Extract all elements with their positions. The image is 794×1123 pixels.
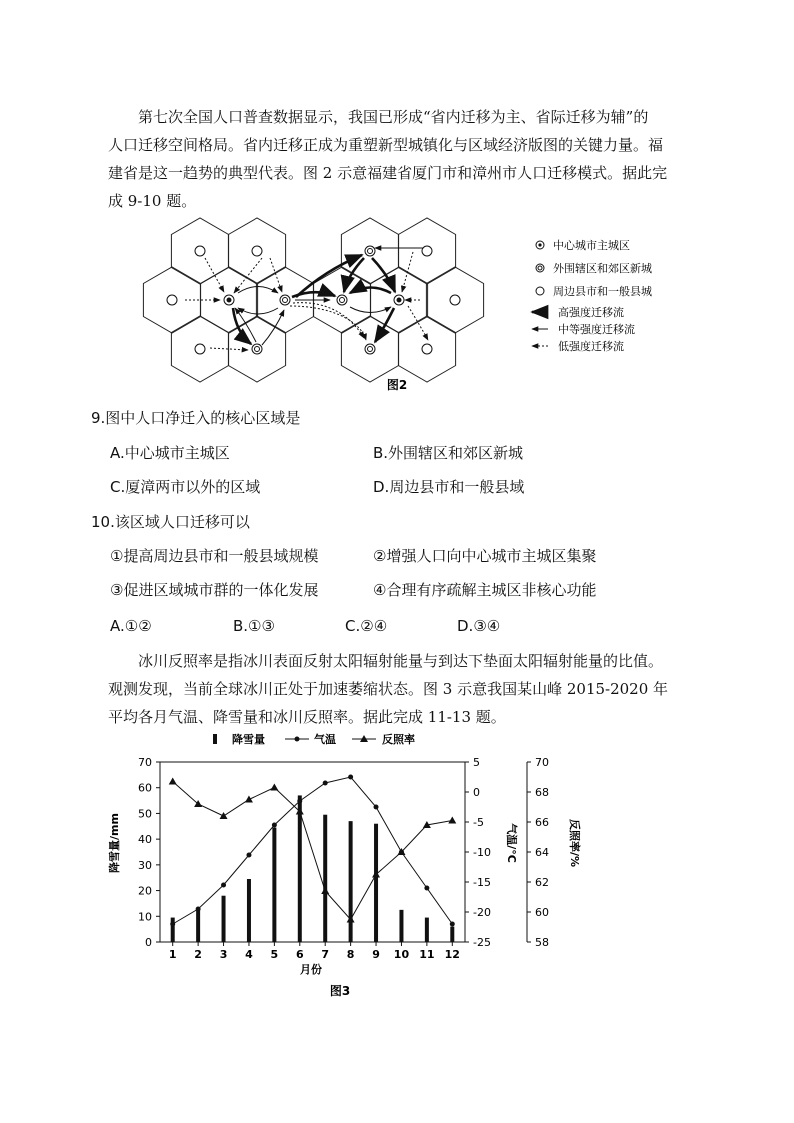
legend-temp: 气温 — [314, 733, 336, 746]
left-tick-label: 50 — [138, 807, 152, 821]
temp-point — [323, 781, 328, 786]
legend-medium: 中等强度迁移流 — [558, 323, 635, 336]
snow-bar — [222, 896, 226, 942]
outer-district-node — [252, 344, 262, 354]
x-tick-label: 8 — [346, 948, 355, 961]
right1-tick-label: -20 — [473, 906, 491, 919]
right2-axis-label: 反照率/% — [568, 818, 581, 868]
x-tick-label: 3 — [219, 948, 228, 961]
passage-2-line: 观测发现，当前全球冰川正处于加速萎缩状态。图 3 示意我国某山峰 2015-2020 年 — [108, 680, 669, 698]
x-tick-label: 6 — [295, 948, 304, 961]
left-tick-label: 10 — [138, 910, 152, 924]
county-node — [195, 246, 205, 256]
question-10-option-a: A.①② — [110, 617, 152, 635]
snow-bar — [323, 815, 327, 942]
passage-2 — [108, 647, 693, 731]
left-tick-label: 60 — [138, 781, 152, 795]
right2-tick-label: 64 — [535, 846, 549, 859]
legend-outer: 外围辖区和郊区新城 — [553, 262, 652, 275]
right2-tick-label: 66 — [535, 816, 549, 829]
x-tick-label: 2 — [194, 948, 202, 961]
question-10-item-4: ④合理有序疏解主城区非核心功能 — [373, 581, 597, 599]
right1-tick-label: -10 — [473, 846, 491, 859]
albedo-line — [173, 782, 453, 920]
right1-tick-label: -5 — [473, 816, 484, 829]
county-node — [195, 344, 205, 354]
left-tick-label: 20 — [138, 884, 152, 898]
snow-bar — [196, 909, 200, 942]
temp-point — [196, 907, 201, 912]
temp-point — [450, 922, 455, 927]
county-node — [167, 295, 177, 305]
albedo-point — [321, 887, 329, 894]
legend-snow-swatch — [213, 734, 217, 744]
left-tick-label: 30 — [138, 858, 152, 872]
outer-district-node — [280, 295, 290, 305]
passage-1-line: 第七次全国人口普查数据显示，我国已形成“省内迁移为主、省际迁移为辅”的 — [108, 108, 649, 126]
center-city-node — [394, 295, 404, 305]
outer-district-node — [337, 295, 347, 305]
legend-low: 低强度迁移流 — [558, 340, 624, 353]
legend-center: 中心城市主城区 — [553, 239, 630, 252]
question-9-option-b: B.外围辖区和郊区新城 — [373, 444, 524, 462]
x-tick-label: 11 — [419, 948, 435, 961]
passage-1-line: 成 9-10 题。 — [108, 192, 197, 210]
legend-snow: 降雪量 — [232, 733, 265, 746]
x-tick-label: 10 — [393, 948, 410, 961]
question-10-stem: 10.该区域人口迁移可以 — [91, 513, 250, 531]
left-axis-label: 降雪量/mm — [108, 813, 121, 873]
county-node — [422, 344, 432, 354]
right2-tick-label: 68 — [535, 786, 549, 799]
passage-1-line: 建省是这一趋势的典型代表。图 2 示意福建省厦门市和漳州市人口迁移模式。据此完 — [108, 164, 668, 182]
figure-2-migration-diagram — [0, 0, 794, 400]
albedo-point — [220, 812, 228, 819]
left-tick-label: 40 — [138, 833, 152, 847]
x-tick-label: 4 — [245, 948, 253, 961]
temp-point — [424, 886, 429, 891]
snow-bar — [399, 910, 403, 942]
outer-district-node — [365, 344, 375, 354]
temp-point — [170, 922, 175, 927]
question-9-stem: 9.图中人口净迁入的核心区域是 — [91, 409, 301, 427]
question-10-item-3: ③促进区域城市群的一体化发展 — [110, 581, 319, 599]
question-9-option-a: A.中心城市主城区 — [110, 444, 230, 462]
county-node — [252, 246, 262, 256]
snow-bar — [171, 918, 175, 942]
snow-bar — [374, 824, 378, 942]
right2-tick-label: 70 — [535, 756, 549, 769]
x-tick-label: 12 — [444, 948, 460, 961]
question-10-option-c: C.②④ — [345, 617, 388, 635]
x-tick-label: 9 — [372, 948, 380, 961]
right2-tick-label: 58 — [535, 936, 549, 949]
county-node — [422, 246, 432, 256]
figure-3-chart — [0, 725, 794, 1015]
snow-bar — [247, 879, 251, 942]
albedo-point — [270, 784, 278, 791]
figure-3-caption: 图3 — [329, 984, 351, 998]
x-axis-label: 月份 — [300, 963, 322, 976]
left-tick-label: 70 — [138, 756, 152, 769]
temp-point — [221, 883, 226, 888]
figure-2-legend — [532, 238, 652, 353]
temp-point — [374, 805, 379, 810]
temp-point — [272, 823, 277, 828]
x-tick-label: 5 — [270, 948, 279, 961]
right1-axis-label: 气温/°C — [505, 823, 518, 863]
question-10-item-1: ①提高周边县市和一般县域规模 — [110, 547, 319, 565]
question-10-option-d: D.③④ — [457, 617, 501, 635]
county-node — [450, 295, 460, 305]
right1-tick-label: 0 — [473, 786, 480, 799]
snow-bar — [349, 821, 353, 942]
right1-tick-label: -15 — [473, 876, 491, 889]
legend-albedo: 反照率 — [382, 733, 415, 746]
snow-bar — [272, 828, 276, 942]
center-city-node — [224, 295, 234, 305]
question-9-option-c: C.厦漳两市以外的区域 — [110, 478, 261, 496]
passage-1-line: 人口迁移空间格局。省内迁移正成为重塑新型城镇化与区域经济版图的关键力量。福 — [108, 136, 664, 154]
albedo-point — [169, 778, 177, 785]
outer-district-node — [365, 246, 375, 256]
albedo-point — [245, 796, 253, 803]
question-10-option-b: B.①③ — [233, 617, 275, 635]
temp-point — [297, 799, 302, 804]
temp-point — [348, 775, 353, 780]
x-tick-label: 1 — [168, 948, 177, 961]
question-9-option-d: D.周边县市和一般县域 — [373, 478, 525, 496]
right2-tick-label: 62 — [535, 876, 549, 889]
temp-point — [246, 853, 251, 858]
passage-2-line: 冰川反照率是指冰川表面反射太阳辐射能量与到达下垫面太阳辐射能量的比值。 — [108, 652, 664, 670]
legend-high: 高强度迁移流 — [558, 306, 624, 319]
right2-tick-label: 60 — [535, 906, 549, 919]
right1-tick-label: -25 — [473, 936, 491, 949]
legend-county: 周边县市和一般县城 — [553, 285, 652, 298]
right1-tick-label: 5 — [473, 756, 480, 769]
left-tick-label: 0 — [145, 936, 152, 949]
question-10-item-2: ②增强人口向中心城市主城区集聚 — [373, 547, 597, 565]
passage-2-line: 平均各月气温、降雪量和冰川反照率。据此完成 11-13 题。 — [108, 708, 506, 726]
snow-bar — [450, 927, 454, 942]
albedo-point — [448, 817, 456, 824]
figure-2-caption: 图2 — [386, 378, 408, 392]
snow-bar — [425, 918, 429, 942]
x-tick-label: 7 — [321, 948, 330, 961]
